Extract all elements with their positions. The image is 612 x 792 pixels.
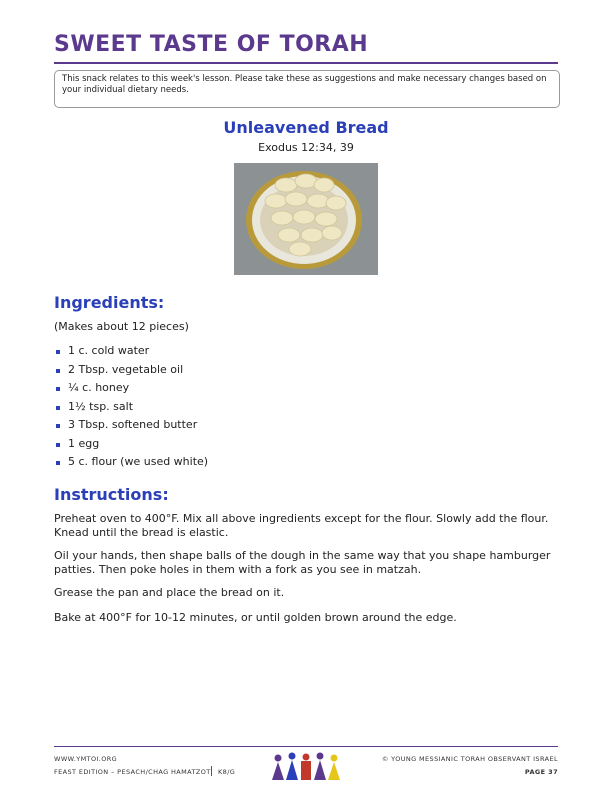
footer-page-number: PAGE 37	[524, 768, 558, 776]
bullet-icon	[56, 387, 60, 391]
bullet-icon	[56, 461, 60, 465]
ingredients-heading: Ingredients:	[54, 293, 165, 312]
bullet-icon	[56, 443, 60, 447]
list-item: 1 c. cold water	[54, 342, 208, 361]
matzah-plate-photo	[234, 163, 378, 275]
bullet-icon	[56, 350, 60, 354]
children-logo	[266, 750, 346, 782]
recipe-title: Unleavened Bread	[223, 118, 389, 137]
list-item: 1½ tsp. salt	[54, 398, 208, 417]
instruction-step: Oil your hands, then shape balls of the dough in the same way that you shape hamburger patties. Then poke holes in them with a fork as you see in matzah.	[54, 549, 551, 576]
instruction-step: Grease the pan and place the bread on it.	[54, 586, 285, 599]
recipe-yield: (Makes about 12 pieces)	[54, 320, 189, 333]
page-header-title: SWEET TASTE OF TORAH	[54, 32, 369, 57]
footer-copyright: © YOUNG MESSIANIC TORAH OBSERVANT ISRAEL	[381, 755, 558, 763]
bullet-icon	[56, 424, 60, 428]
scripture-reference: Exodus 12:34, 39	[258, 141, 354, 154]
list-item: ¼ c. honey	[54, 379, 208, 398]
ingredient-list	[54, 342, 208, 472]
header-divider	[54, 62, 558, 64]
lesson-note: This snack relates to this week's lesson. Please take these as suggestions and make necessary changes based on your individual dietary needs.	[54, 70, 560, 108]
list-item: 5 c. flour (we used white)	[54, 453, 208, 472]
children-logo-icon	[266, 750, 346, 782]
instructions-heading: Instructions:	[54, 485, 169, 504]
bullet-icon	[56, 369, 60, 373]
instruction-step: Bake at 400°F for 10-12 minutes, or until golden brown around the edge.	[54, 611, 457, 624]
footer-divider	[54, 746, 558, 747]
footer-separator	[211, 766, 212, 776]
footer-edition: FEAST EDITION – PESACH/CHAG HAMATZOT	[54, 768, 211, 776]
footer-level: K8/G	[218, 768, 236, 776]
list-item: 2 Tbsp. vegetable oil	[54, 361, 208, 380]
instruction-step: Preheat oven to 400°F. Mix all above ingredients except for the flour. Slowly add the flour. Knead until the bread is elastic.	[54, 512, 549, 539]
matzah-plate-image	[234, 163, 378, 275]
list-item: 3 Tbsp. softened butter	[54, 416, 208, 435]
footer-website[interactable]: WWW.YMTOI.ORG	[54, 755, 118, 763]
list-item: 1 egg	[54, 435, 208, 454]
bullet-icon	[56, 406, 60, 410]
